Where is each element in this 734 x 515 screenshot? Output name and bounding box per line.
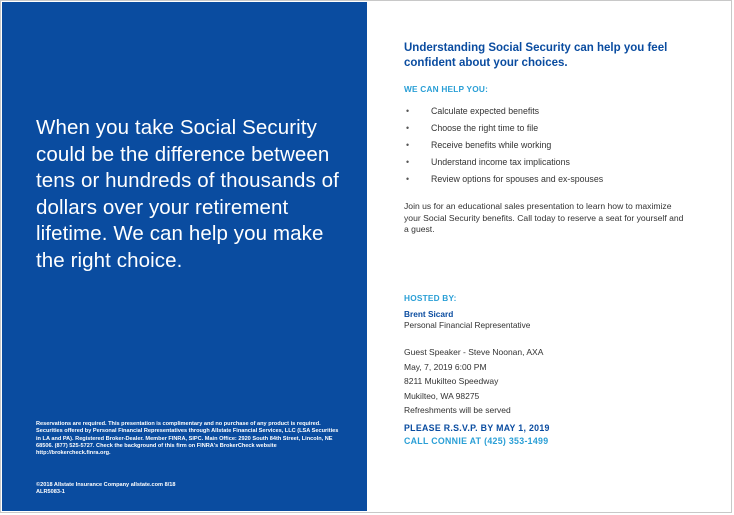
benefits-list — [404, 103, 704, 188]
list-item: • Choose the right time to file — [404, 120, 704, 137]
bullet-icon: • — [406, 123, 410, 133]
call-contact: CALL CONNIE AT (425) 353-1499 — [404, 436, 549, 446]
event-details — [404, 345, 684, 418]
hosted-by-heading: HOSTED BY: — [404, 293, 457, 303]
detail-date-time: May, 7, 2019 6:00 PM — [404, 361, 487, 372]
bullet-icon: • — [406, 157, 410, 167]
intro-heading: Understanding Social Security can help you feel confident about your choices. — [404, 42, 668, 69]
left-blue-panel — [2, 2, 367, 511]
headline: When you take Social Security could be the difference between tens or hundreds of thousands of dollars over your retirement lifetime. We can help you make the right choice. — [36, 116, 339, 272]
bullet-icon: • — [406, 174, 410, 184]
detail-city: Mukilteo, WA 98275 — [404, 390, 480, 401]
rsvp-deadline: PLEASE R.S.V.P. BY MAY 1, 2019 — [404, 423, 550, 433]
disclaimer-text: Reservations are required. This presentation is complimentary and no purchase of any product is required. Securities offered by Personal Financial Representatives through Allstate Financial Services, LLC (LSA Securities in LA and PA). Registered Broker-Dealer. Member FINRA, SIPC. Main Office: 2920 South 84th Street, Lincoln, NE 68506. (877) 525-5727. Check the background of this firm on FINRA's BrokerCheck website http://brokercheck.finra.org. — [36, 421, 339, 457]
list-item: • Calculate expected benefits — [404, 103, 704, 120]
help-heading: WE CAN HELP YOU: — [404, 84, 489, 94]
detail-guest-speaker: Guest Speaker - Steve Noonan, AXA — [404, 347, 544, 357]
host-name: Brent Sicard — [404, 309, 454, 319]
invitation-text: Join us for an educational sales presentation to learn how to maximize your Social Security benefits. Call today to reserve a seat for yourself and a guest. — [404, 201, 684, 234]
bullet-icon: • — [406, 140, 410, 150]
copyright-block — [36, 482, 296, 497]
detail-refreshments: Refreshments will be served — [404, 405, 511, 416]
list-item: • Understand income tax implications — [404, 154, 704, 171]
list-item: • Review options for spouses and ex-spouses — [404, 171, 704, 188]
document-code: ALR5083-1 — [36, 489, 65, 496]
host-title: Personal Financial Representative — [404, 320, 531, 330]
list-item: • Receive benefits while working — [404, 137, 704, 154]
bullet-icon: • — [406, 106, 410, 116]
right-panel — [367, 0, 732, 513]
detail-address: 8211 Mukilteo Speedway — [404, 376, 499, 387]
copyright-line: ©2018 Allstate Insurance Company allstate.com 8/18 — [36, 482, 176, 488]
